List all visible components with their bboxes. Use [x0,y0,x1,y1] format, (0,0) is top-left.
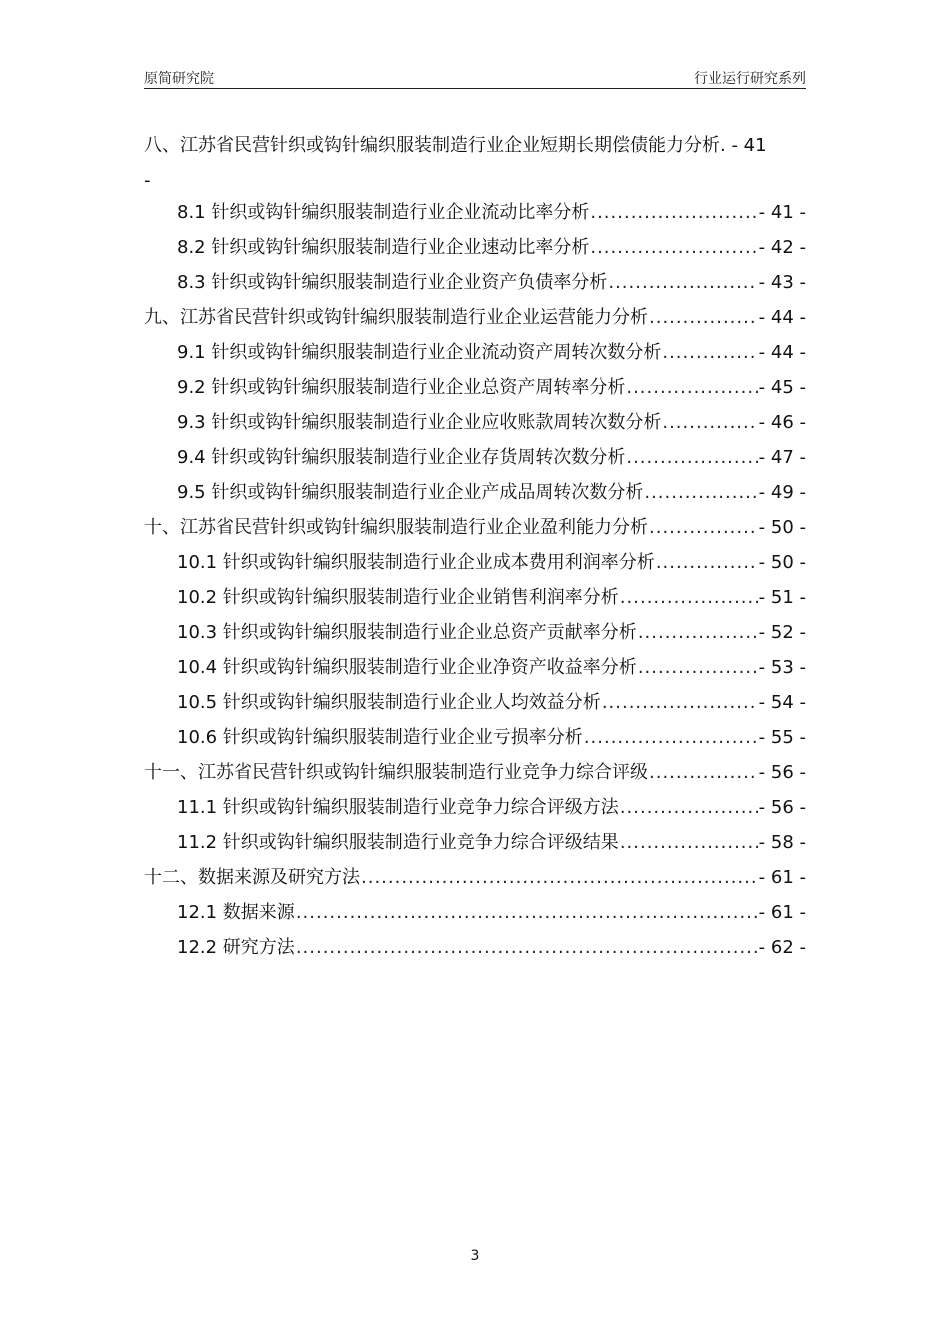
toc-entry-page: - 52 - [758,622,806,643]
toc-entry-page-continuation: - [144,170,151,191]
toc-entry-section[interactable] [144,898,806,933]
toc-entry-chapter[interactable] [144,758,806,793]
toc-entry-title: 九、江苏省民营针织或钩针编织服装制造行业企业运营能力分析 [144,307,648,328]
toc-entry-title: 10.3 针织或钩针编织服装制造行业企业总资产贡献率分析 [177,622,637,643]
toc-entry-section[interactable] [144,618,806,653]
toc-entry-page: - 50 - [758,517,806,538]
toc-entry-section[interactable] [144,478,806,513]
toc-entry-title: 八、江苏省民营针织或钩针编织服装制造行业企业短期长期偿债能力分析. - 41 [144,135,767,156]
toc-leader-dots [649,307,758,328]
toc-entry-title: 11.1 针织或钩针编织服装制造行业竞争力综合评级方法 [177,797,619,818]
toc-entry-title: 十一、江苏省民营针织或钩针编织服装制造行业竞争力综合评级 [144,762,648,783]
toc-entry-title: 11.2 针织或钩针编织服装制造行业竞争力综合评级结果 [177,832,619,853]
toc-entry-page: - 62 - [758,937,806,958]
toc-leader-dots [649,762,758,783]
toc-entry-title: 10.2 针织或钩针编织服装制造行业企业销售利润率分析 [177,587,619,608]
toc-entry-section[interactable] [144,583,806,618]
toc-entry-page: - 51 - [758,587,806,608]
table-of-contents [144,128,806,968]
toc-leader-dots [296,937,758,958]
toc-leader-dots [620,797,758,818]
toc-leader-dots [638,622,758,643]
toc-leader-dots [656,552,758,573]
toc-leader-dots [296,902,758,923]
header-org-name: 原简研究院 [144,71,214,87]
toc-entry-chapter[interactable] [144,513,806,548]
toc-entry-page: - 56 - [758,797,806,818]
toc-entry-section[interactable] [144,653,806,688]
toc-leader-dots [620,832,758,853]
toc-entry-title: 10.5 针织或钩针编织服装制造行业企业人均效益分析 [177,692,601,713]
toc-leader-dots [602,692,758,713]
toc-entry-title: 9.3 针织或钩针编织服装制造行业企业应收账款周转次数分析 [177,412,662,433]
toc-entry-section[interactable] [144,408,806,443]
toc-leader-dots [590,237,757,258]
toc-entry-section[interactable] [144,548,806,583]
toc-leader-dots [584,727,758,748]
toc-entry-section[interactable] [144,793,806,828]
toc-entry-chapter-8[interactable] [144,128,806,198]
toc-entry-title: 8.3 针织或钩针编织服装制造行业企业资产负债率分析 [177,272,608,293]
toc-entry-page: - 43 - [758,272,806,293]
toc-entry-page: - 44 - [758,307,806,328]
toc-entry-page: - 50 - [758,552,806,573]
toc-entry-title: 10.4 针织或钩针编织服装制造行业企业净资产收益率分析 [177,657,637,678]
toc-entry-title: 10.6 针织或钩针编织服装制造行业企业亏损率分析 [177,727,583,748]
toc-entry-page: - 61 - [758,867,806,888]
toc-leader-dots [626,447,757,468]
toc-entry-title: 12.2 研究方法 [177,937,295,958]
toc-entry-page: - 61 - [758,902,806,923]
toc-leader-dots [638,657,758,678]
page-number: 3 [470,1248,480,1264]
toc-entry-page: - 55 - [758,727,806,748]
toc-entry-section[interactable] [144,338,806,373]
toc-entry-title: 十二、数据来源及研究方法 [144,867,360,888]
toc-entry-chapter[interactable] [144,863,806,898]
toc-entry-section[interactable] [144,198,806,233]
toc-entry-title: 9.1 针织或钩针编织服装制造行业企业流动资产周转次数分析 [177,342,662,363]
toc-leader-dots [590,202,757,223]
toc-entry-chapter[interactable] [144,303,806,338]
toc-entry-section[interactable] [144,443,806,478]
toc-entry-page: - 44 - [758,342,806,363]
toc-list [144,198,806,968]
toc-leader-dots [361,867,758,888]
toc-entry-page: - 41 - [758,202,806,223]
toc-leader-dots [626,377,757,398]
header-series-name: 行业运行研究系列 [694,71,806,87]
toc-entry-title: 8.2 针织或钩针编织服装制造行业企业速动比率分析 [177,237,590,258]
toc-entry-page: - 47 - [758,447,806,468]
toc-entry-section[interactable] [144,933,806,968]
toc-leader-dots [608,272,757,293]
toc-leader-dots [662,412,757,433]
toc-entry-title: 9.2 针织或钩针编织服装制造行业企业总资产周转率分析 [177,377,626,398]
page-header [144,66,806,89]
toc-entry-title: 8.1 针织或钩针编织服装制造行业企业流动比率分析 [177,202,590,223]
toc-entry-page: - 45 - [758,377,806,398]
toc-entry-page: - 56 - [758,762,806,783]
toc-entry-title: 9.5 针织或钩针编织服装制造行业企业产成品周转次数分析 [177,482,644,503]
toc-entry-title: 十、江苏省民营针织或钩针编织服装制造行业企业盈利能力分析 [144,517,648,538]
toc-leader-dots [620,587,758,608]
toc-entry-title: 9.4 针织或钩针编织服装制造行业企业存货周转次数分析 [177,447,626,468]
toc-entry-page: - 53 - [758,657,806,678]
toc-entry-section[interactable] [144,828,806,863]
toc-entry-section[interactable] [144,268,806,303]
toc-entry-page: - 42 - [758,237,806,258]
toc-leader-dots [649,517,758,538]
toc-entry-page: - 58 - [758,832,806,853]
toc-entry-section[interactable] [144,373,806,408]
toc-entry-page: - 54 - [758,692,806,713]
toc-leader-dots [662,342,757,363]
toc-entry-title: 12.1 数据来源 [177,902,295,923]
toc-leader-dots [644,482,757,503]
toc-entry-title: 10.1 针织或钩针编织服装制造行业企业成本费用利润率分析 [177,552,655,573]
toc-entry-section[interactable] [144,723,806,758]
toc-entry-section[interactable] [144,688,806,723]
toc-entry-page: - 49 - [758,482,806,503]
toc-entry-page: - 46 - [758,412,806,433]
toc-entry-section[interactable] [144,233,806,268]
